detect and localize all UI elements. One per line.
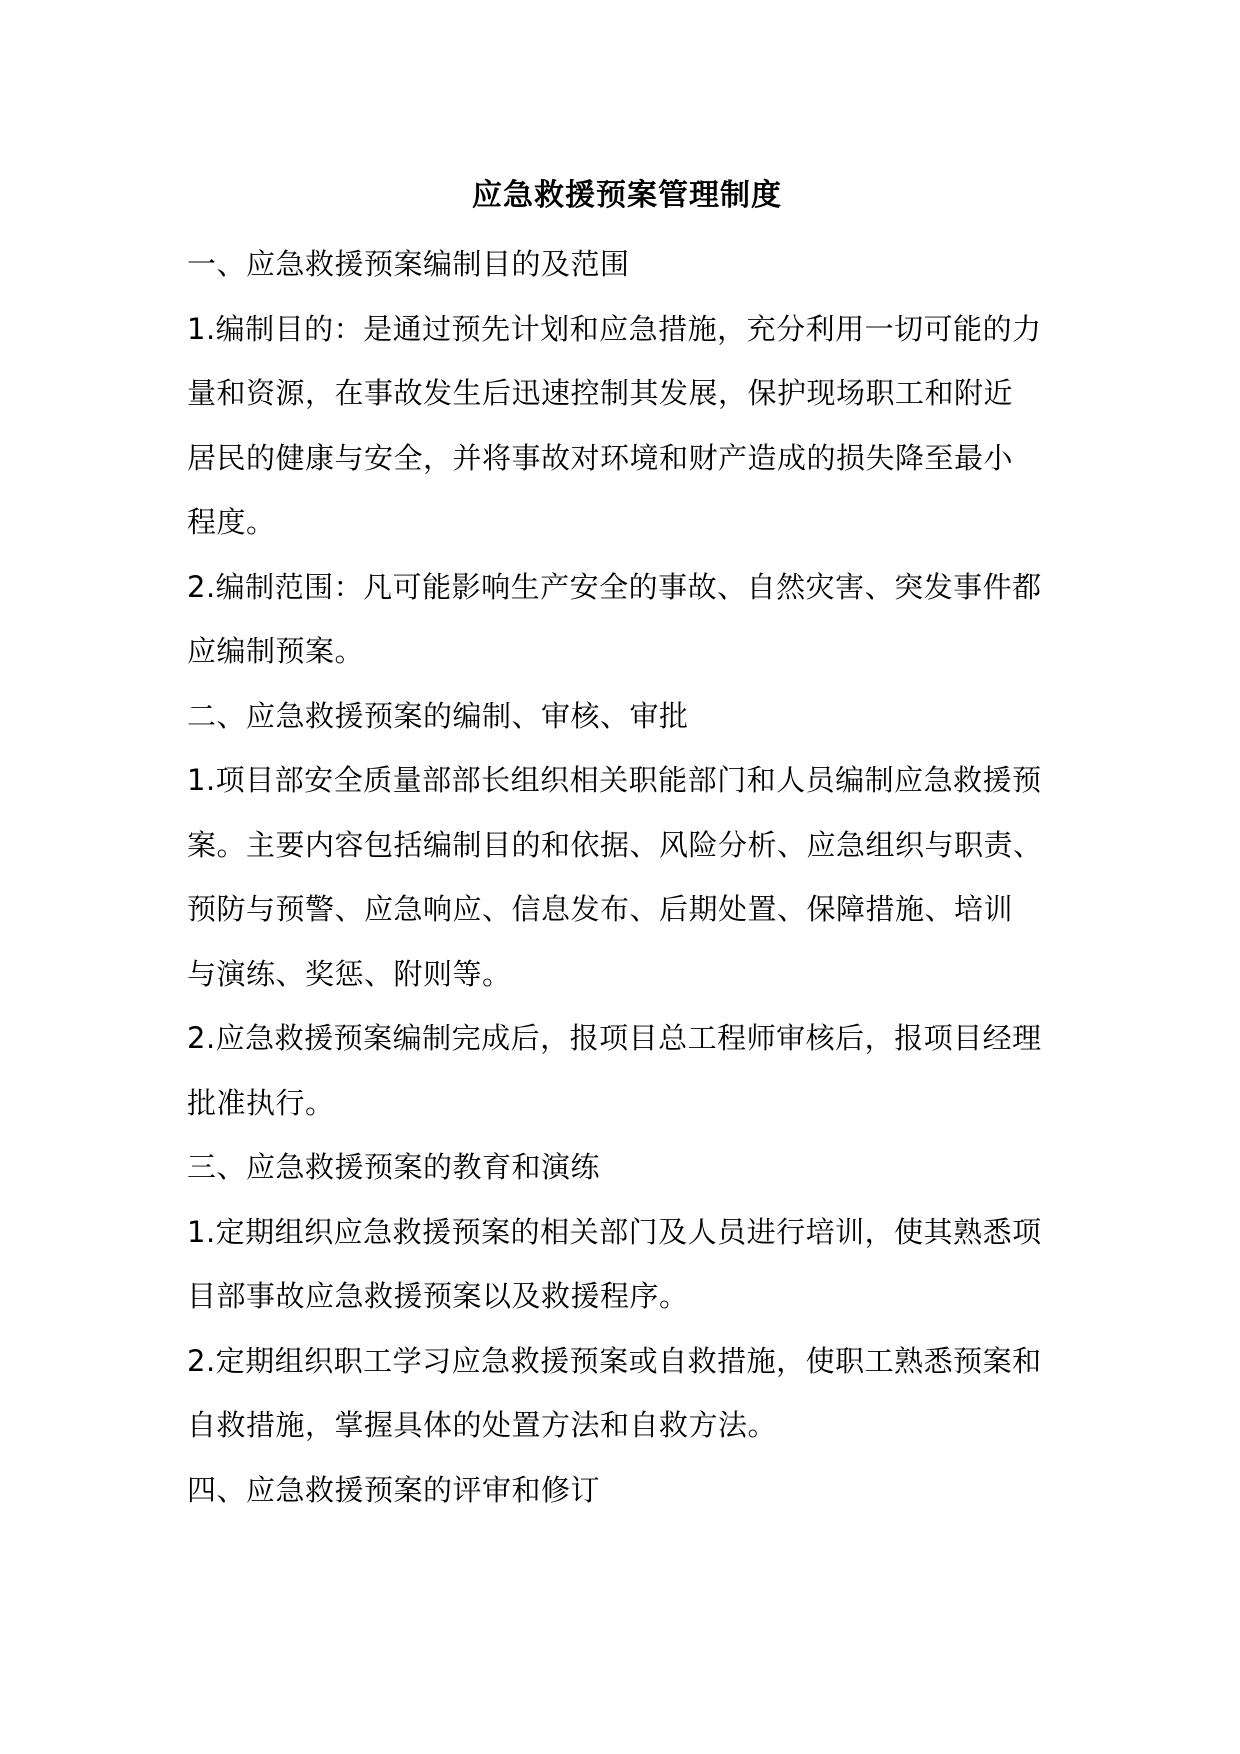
paragraph-line: 1.定期组织应急救援预案的相关部门及人员进行培训，使其熟悉项 [187,1214,1042,1249]
paragraph-line: 程度。 [187,505,276,539]
section-heading-2: 二、应急救援预案的编制、审核、审批 [187,698,689,733]
section-heading-3: 三、应急救援预案的教育和演练 [187,1150,601,1184]
document-title: 应急救援预案管理制度 [472,178,782,213]
paragraph-line: 2.应急救援预案编制完成后，报项目总工程师审核后，报项目经理 [187,1021,1042,1055]
paragraph-line: 批准执行。 [187,1085,335,1120]
paragraph-line: 案。主要内容包括编制目的和依据、风险分析、应急组织与职责、 [187,827,1043,862]
document-page [187,160,1067,1522]
paragraph-line: 1.编制目的：是通过预先计划和应急措施，充分利用一切可能的力 [187,311,1042,346]
section-heading-4: 四、应急救援预案的评审和修订 [187,1472,601,1507]
paragraph-line: 应编制预案。 [187,634,365,668]
paragraph-line: 量和资源，在事故发生后迅速控制其发展，保护现场职工和附近 [187,376,1014,410]
paragraph-line: 居民的健康与安全，并将事故对环境和财产造成的损失降至最小 [187,440,1014,475]
paragraph-line: 预防与预警、应急响应、信息发布、后期处置、保障措施、培训 [187,892,1014,926]
paragraph-line: 1.项目部安全质量部部长组织相关职能部门和人员编制应急救援预 [187,763,1042,797]
paragraph-line: 2.编制范围：凡可能影响生产安全的事故、自然灾害、突发事件都 [187,569,1042,604]
paragraph-line: 目部事故应急救援预案以及救援程序。 [187,1279,689,1313]
paragraph-line: 与演练、奖惩、附则等。 [187,956,512,991]
paragraph-line: 自救措施，掌握具体的处置方法和自救方法。 [187,1408,778,1442]
paragraph-line: 2.定期组织职工学习应急救援预案或自救措施，使职工熟悉预案和 [187,1343,1042,1378]
section-heading-1: 一、应急救援预案编制目的及范围 [187,247,630,281]
